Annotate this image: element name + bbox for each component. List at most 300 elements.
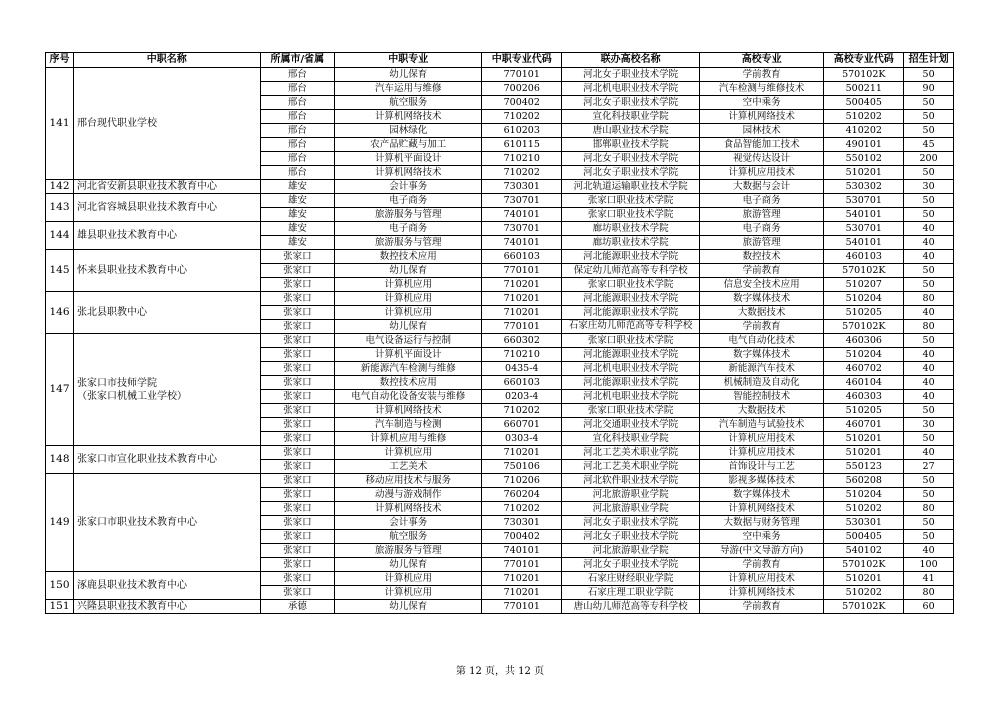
cell-college-major: 导游(中文导游方向) bbox=[700, 544, 824, 558]
cell-college-major: 汽车制造与试验技术 bbox=[700, 418, 824, 432]
cell-city: 邢台 bbox=[260, 68, 335, 82]
col-header-college-code: 高校专业代码 bbox=[824, 53, 904, 68]
cell-major: 航空服务 bbox=[335, 96, 482, 110]
cell-major-code: 710201 bbox=[482, 306, 562, 320]
cell-college-code: 460702 bbox=[824, 362, 904, 376]
cell-college-major: 新能源汽车技术 bbox=[700, 362, 824, 376]
cell-major-code: 0203-4 bbox=[482, 390, 562, 404]
cell-college-major: 首饰设计与工艺 bbox=[700, 460, 824, 474]
cell-major-code: 740101 bbox=[482, 544, 562, 558]
cell-college-code: 540102 bbox=[824, 544, 904, 558]
cell-college: 河北女子职业技术学院 bbox=[562, 166, 700, 180]
cell-college-major: 园林技术 bbox=[700, 124, 824, 138]
cell-plan: 30 bbox=[904, 180, 954, 194]
cell-major: 数控技术应用 bbox=[335, 250, 482, 264]
cell-major-code: 710202 bbox=[482, 166, 562, 180]
cell-index: 149 bbox=[46, 474, 74, 572]
cell-major: 计算机应用 bbox=[335, 572, 482, 586]
cell-major: 计算机应用 bbox=[335, 292, 482, 306]
cell-plan: 50 bbox=[904, 124, 954, 138]
cell-college-code: 560208 bbox=[824, 474, 904, 488]
cell-college-code: 510205 bbox=[824, 306, 904, 320]
cell-college-major: 电子商务 bbox=[700, 222, 824, 236]
cell-school-name bbox=[73, 180, 260, 194]
cell-college-code: 490101 bbox=[824, 138, 904, 152]
table-header-row bbox=[46, 53, 954, 68]
cell-plan: 80 bbox=[904, 292, 954, 306]
cell-index: 151 bbox=[46, 600, 74, 614]
col-header-major-code: 中职专业代码 bbox=[482, 53, 562, 68]
cell-city: 邢台 bbox=[260, 124, 335, 138]
cell-school-name bbox=[73, 572, 260, 600]
cell-college-major: 食品智能加工技术 bbox=[700, 138, 824, 152]
cell-college-code: 460303 bbox=[824, 390, 904, 404]
table-row bbox=[46, 572, 954, 586]
cell-college-major: 大数据与会计 bbox=[700, 180, 824, 194]
cell-college: 张家口职业技术学院 bbox=[562, 334, 700, 348]
cell-city: 雄安 bbox=[260, 180, 335, 194]
cell-college: 河北女子职业技术学院 bbox=[562, 530, 700, 544]
cell-major-code: 770101 bbox=[482, 320, 562, 334]
cell-major-code: 750106 bbox=[482, 460, 562, 474]
table-row bbox=[46, 474, 954, 488]
cell-school-name bbox=[73, 292, 260, 334]
school-name-line: 雄县职业技术教育中心 bbox=[76, 230, 177, 241]
cell-major-code: 760204 bbox=[482, 488, 562, 502]
cell-city: 张家口 bbox=[260, 278, 335, 292]
cell-plan: 40 bbox=[904, 390, 954, 404]
col-header-city: 所属市/省属 bbox=[260, 53, 335, 68]
cell-city: 张家口 bbox=[260, 376, 335, 390]
cell-college: 河北女子职业技术学院 bbox=[562, 558, 700, 572]
cell-major: 旅游服务与管理 bbox=[335, 208, 482, 222]
cell-college: 张家口职业技术学院 bbox=[562, 208, 700, 222]
cell-college: 河北能源职业技术学院 bbox=[562, 306, 700, 320]
cell-plan: 80 bbox=[904, 320, 954, 334]
col-header-plan: 招生计划 bbox=[904, 53, 954, 68]
school-name-line: 张家口市职业技术教育中心 bbox=[76, 517, 197, 528]
cell-college: 河北旅游职业学院 bbox=[562, 488, 700, 502]
school-name-line: 河北省安新县职业技术教育中心 bbox=[76, 181, 217, 192]
cell-college-major: 大数据技术 bbox=[700, 306, 824, 320]
cell-major-code: 730701 bbox=[482, 222, 562, 236]
cell-major: 数控技术应用 bbox=[335, 376, 482, 390]
cell-major-code: 710201 bbox=[482, 572, 562, 586]
cell-college-major: 大数据与财务管理 bbox=[700, 516, 824, 530]
school-name-line: 邢台现代职业学校 bbox=[76, 118, 157, 129]
school-name-line: 河北省容城县职业技术教育中心 bbox=[76, 202, 217, 213]
cell-major: 移动应用技术与服务 bbox=[335, 474, 482, 488]
table-row bbox=[46, 600, 954, 614]
cell-college-major: 数字媒体技术 bbox=[700, 292, 824, 306]
cell-major: 计算机应用 bbox=[335, 586, 482, 600]
cell-major-code: 710202 bbox=[482, 110, 562, 124]
cell-index: 142 bbox=[46, 180, 74, 194]
cell-city: 邢台 bbox=[260, 152, 335, 166]
cell-college: 河北工艺美术职业学院 bbox=[562, 446, 700, 460]
cell-plan: 40 bbox=[904, 544, 954, 558]
cell-school-name bbox=[73, 222, 260, 250]
cell-major: 幼儿保育 bbox=[335, 320, 482, 334]
cell-major: 会计事务 bbox=[335, 516, 482, 530]
cell-college-major: 数控技术 bbox=[700, 250, 824, 264]
cell-city: 张家口 bbox=[260, 586, 335, 600]
cell-major-code: 730301 bbox=[482, 516, 562, 530]
cell-major-code: 660103 bbox=[482, 250, 562, 264]
cell-city: 张家口 bbox=[260, 446, 335, 460]
cell-college: 河北能源职业技术学院 bbox=[562, 250, 700, 264]
cell-college: 河北旅游职业学院 bbox=[562, 502, 700, 516]
cell-college-major: 汽车检测与维修技术 bbox=[700, 82, 824, 96]
cell-index: 148 bbox=[46, 446, 74, 474]
cell-college-major: 数字媒体技术 bbox=[700, 348, 824, 362]
cell-college-major: 空中乘务 bbox=[700, 96, 824, 110]
cell-city: 张家口 bbox=[260, 334, 335, 348]
cell-college-code: 530701 bbox=[824, 194, 904, 208]
cell-major: 幼儿保育 bbox=[335, 68, 482, 82]
cell-college-code: 540101 bbox=[824, 236, 904, 250]
cell-college: 张家口职业技术学院 bbox=[562, 404, 700, 418]
cell-major: 幼儿保育 bbox=[335, 600, 482, 614]
cell-college-code: 410202 bbox=[824, 124, 904, 138]
cell-index: 145 bbox=[46, 250, 74, 292]
col-header-school: 中职名称 bbox=[73, 53, 260, 68]
cell-college-code: 460103 bbox=[824, 250, 904, 264]
cell-major-code: 710210 bbox=[482, 348, 562, 362]
cell-college-code: 530302 bbox=[824, 180, 904, 194]
cell-city: 张家口 bbox=[260, 432, 335, 446]
cell-college: 河北女子职业技术学院 bbox=[562, 96, 700, 110]
cell-major-code: 660302 bbox=[482, 334, 562, 348]
cell-college: 河北轨道运输职业技术学院 bbox=[562, 180, 700, 194]
cell-plan: 50 bbox=[904, 96, 954, 110]
cell-index: 144 bbox=[46, 222, 74, 250]
cell-city: 邢台 bbox=[260, 82, 335, 96]
cell-major: 航空服务 bbox=[335, 530, 482, 544]
cell-college-code: 530301 bbox=[824, 516, 904, 530]
cell-college: 河北机电职业技术学院 bbox=[562, 82, 700, 96]
cell-school-name bbox=[73, 600, 260, 614]
col-header-index: 序号 bbox=[46, 53, 74, 68]
cell-city: 张家口 bbox=[260, 474, 335, 488]
cell-college: 保定幼儿师范高等专科学校 bbox=[562, 264, 700, 278]
cell-city: 雄安 bbox=[260, 208, 335, 222]
cell-college: 河北女子职业技术学院 bbox=[562, 152, 700, 166]
cell-college-code: 570102K bbox=[824, 320, 904, 334]
cell-plan: 40 bbox=[904, 222, 954, 236]
cell-major: 动漫与游戏制作 bbox=[335, 488, 482, 502]
cell-college-code: 550102 bbox=[824, 152, 904, 166]
cell-plan: 30 bbox=[904, 418, 954, 432]
school-name-line: 张家口市宣化职业技术教育中心 bbox=[76, 454, 217, 465]
cell-school-name bbox=[73, 194, 260, 222]
cell-city: 张家口 bbox=[260, 292, 335, 306]
cell-major: 计算机应用 bbox=[335, 278, 482, 292]
cell-major: 汽车制造与检测 bbox=[335, 418, 482, 432]
cell-college-major: 学前教育 bbox=[700, 320, 824, 334]
table-body bbox=[46, 68, 954, 614]
cell-plan: 50 bbox=[904, 488, 954, 502]
cell-major: 计算机应用 bbox=[335, 306, 482, 320]
cell-city: 张家口 bbox=[260, 320, 335, 334]
cell-plan: 100 bbox=[904, 558, 954, 572]
cell-college-major: 空中乘务 bbox=[700, 530, 824, 544]
cell-major-code: 730301 bbox=[482, 180, 562, 194]
cell-city: 承德 bbox=[260, 600, 335, 614]
cell-college-code: 510202 bbox=[824, 502, 904, 516]
cell-college-major: 计算机应用技术 bbox=[700, 432, 824, 446]
cell-college: 唐山幼儿师范高等专科学校 bbox=[562, 600, 700, 614]
cell-college-code: 500211 bbox=[824, 82, 904, 96]
school-name-line: （张家口机械工业学校） bbox=[76, 390, 187, 402]
cell-major: 农产品贮藏与加工 bbox=[335, 138, 482, 152]
cell-college: 河北工艺美术职业学院 bbox=[562, 460, 700, 474]
cell-college: 宣化科技职业学院 bbox=[562, 110, 700, 124]
cell-plan: 50 bbox=[904, 516, 954, 530]
table-row bbox=[46, 68, 954, 82]
cell-plan: 60 bbox=[904, 600, 954, 614]
cell-city: 张家口 bbox=[260, 306, 335, 320]
cell-plan: 50 bbox=[904, 264, 954, 278]
cell-major-code: 700402 bbox=[482, 530, 562, 544]
cell-college-code: 510201 bbox=[824, 446, 904, 460]
cell-college: 廊坊职业技术学院 bbox=[562, 236, 700, 250]
cell-major-code: 770101 bbox=[482, 600, 562, 614]
cell-index: 143 bbox=[46, 194, 74, 222]
cell-city: 张家口 bbox=[260, 516, 335, 530]
cell-college-major: 电气自动化技术 bbox=[700, 334, 824, 348]
cell-college-code: 510202 bbox=[824, 586, 904, 600]
cell-major-code: 610203 bbox=[482, 124, 562, 138]
cell-major: 计算机应用与维修 bbox=[335, 432, 482, 446]
cell-college-major: 计算机应用技术 bbox=[700, 446, 824, 460]
col-header-college: 联办高校名称 bbox=[562, 53, 700, 68]
cell-major-code: 710201 bbox=[482, 292, 562, 306]
cell-major-code: 710210 bbox=[482, 152, 562, 166]
school-name-line: 怀来县职业技术教育中心 bbox=[76, 265, 187, 276]
cell-college-code: 570102K bbox=[824, 264, 904, 278]
cell-college: 石家庄幼儿师范高等专科学校 bbox=[562, 320, 700, 334]
cell-college-major: 数字媒体技术 bbox=[700, 488, 824, 502]
cell-major-code: 770101 bbox=[482, 264, 562, 278]
cell-major: 新能源汽车检测与维修 bbox=[335, 362, 482, 376]
cell-college-code: 500405 bbox=[824, 530, 904, 544]
cell-college-code: 510201 bbox=[824, 432, 904, 446]
cell-college: 河北女子职业技术学院 bbox=[562, 516, 700, 530]
cell-major: 计算机应用 bbox=[335, 446, 482, 460]
cell-major: 会计事务 bbox=[335, 180, 482, 194]
cell-college-code: 460701 bbox=[824, 418, 904, 432]
cell-plan: 50 bbox=[904, 278, 954, 292]
cell-plan: 50 bbox=[904, 208, 954, 222]
cell-major: 工艺美术 bbox=[335, 460, 482, 474]
cell-school-name bbox=[73, 68, 260, 180]
cell-city: 张家口 bbox=[260, 390, 335, 404]
cell-college-major: 学前教育 bbox=[700, 600, 824, 614]
table-row bbox=[46, 446, 954, 460]
cell-city: 张家口 bbox=[260, 250, 335, 264]
cell-plan: 40 bbox=[904, 306, 954, 320]
cell-plan: 50 bbox=[904, 474, 954, 488]
cell-major: 旅游服务与管理 bbox=[335, 236, 482, 250]
cell-city: 邢台 bbox=[260, 96, 335, 110]
cell-plan: 40 bbox=[904, 236, 954, 250]
cell-college-code: 510202 bbox=[824, 110, 904, 124]
cell-major: 电气设备运行与控制 bbox=[335, 334, 482, 348]
cell-plan: 200 bbox=[904, 152, 954, 166]
cell-college-major: 计算机应用技术 bbox=[700, 572, 824, 586]
col-header-college-major: 高校专业 bbox=[700, 53, 824, 68]
cell-college-code: 510207 bbox=[824, 278, 904, 292]
cell-city: 张家口 bbox=[260, 264, 335, 278]
cell-college-major: 信息安全技术应用 bbox=[700, 278, 824, 292]
cell-plan: 80 bbox=[904, 586, 954, 600]
cell-city: 张家口 bbox=[260, 488, 335, 502]
cell-major-code: 710201 bbox=[482, 446, 562, 460]
cell-major-code: 770101 bbox=[482, 68, 562, 82]
cell-city: 邢台 bbox=[260, 166, 335, 180]
cell-college: 石家庄财经职业学院 bbox=[562, 572, 700, 586]
cell-major-code: 710201 bbox=[482, 586, 562, 600]
cell-college-major: 学前教育 bbox=[700, 558, 824, 572]
cell-major: 计算机平面设计 bbox=[335, 348, 482, 362]
cell-plan: 40 bbox=[904, 250, 954, 264]
cell-plan: 41 bbox=[904, 572, 954, 586]
cell-plan: 90 bbox=[904, 82, 954, 96]
cell-plan: 40 bbox=[904, 446, 954, 460]
cell-college: 河北软件职业技术学院 bbox=[562, 474, 700, 488]
cell-plan: 27 bbox=[904, 460, 954, 474]
cell-college-major: 机械制造及自动化 bbox=[700, 376, 824, 390]
cell-college: 廊坊职业技术学院 bbox=[562, 222, 700, 236]
cell-city: 张家口 bbox=[260, 460, 335, 474]
cell-school-name bbox=[73, 250, 260, 292]
cell-major: 幼儿保育 bbox=[335, 558, 482, 572]
cell-city: 张家口 bbox=[260, 502, 335, 516]
cell-city: 张家口 bbox=[260, 544, 335, 558]
school-name-line: 张北县职教中心 bbox=[76, 307, 147, 318]
cell-college-code: 510201 bbox=[824, 166, 904, 180]
cell-major-code: 740101 bbox=[482, 208, 562, 222]
cell-college-major: 学前教育 bbox=[700, 264, 824, 278]
cell-city: 张家口 bbox=[260, 362, 335, 376]
cell-plan: 50 bbox=[904, 530, 954, 544]
cell-college-code: 530701 bbox=[824, 222, 904, 236]
cell-college-code: 570102K bbox=[824, 600, 904, 614]
cell-college: 河北机电职业技术学院 bbox=[562, 390, 700, 404]
cell-major: 电子商务 bbox=[335, 194, 482, 208]
cell-city: 雄安 bbox=[260, 194, 335, 208]
cell-major-code: 740101 bbox=[482, 236, 562, 250]
cell-index: 150 bbox=[46, 572, 74, 600]
cell-major-code: 0303-4 bbox=[482, 432, 562, 446]
cell-school-name bbox=[73, 474, 260, 572]
cell-college: 河北能源职业技术学院 bbox=[562, 376, 700, 390]
cell-city: 张家口 bbox=[260, 558, 335, 572]
cell-index: 147 bbox=[46, 334, 74, 446]
cell-major: 计算机平面设计 bbox=[335, 152, 482, 166]
cell-college: 石家庄理工职业学院 bbox=[562, 586, 700, 600]
cell-college: 河北女子职业技术学院 bbox=[562, 68, 700, 82]
cell-major-code: 710206 bbox=[482, 474, 562, 488]
cell-major-code: 730701 bbox=[482, 194, 562, 208]
cell-major: 计算机网络技术 bbox=[335, 166, 482, 180]
cell-plan: 50 bbox=[904, 334, 954, 348]
school-name-line: 张家口市技师学院 bbox=[76, 377, 157, 389]
cell-major-code: 710202 bbox=[482, 502, 562, 516]
cell-college-code: 510204 bbox=[824, 292, 904, 306]
cell-major-code: 710202 bbox=[482, 404, 562, 418]
school-name-line: 涿鹿县职业技术教育中心 bbox=[76, 580, 187, 591]
cell-major-code: 0435-4 bbox=[482, 362, 562, 376]
cell-college-code: 510204 bbox=[824, 348, 904, 362]
cell-college: 河北机电职业技术学院 bbox=[562, 362, 700, 376]
cell-major: 电气自动化设备安装与维修 bbox=[335, 390, 482, 404]
cell-major: 计算机网络技术 bbox=[335, 110, 482, 124]
cell-major-code: 610115 bbox=[482, 138, 562, 152]
cell-college-major: 计算机网络技术 bbox=[700, 502, 824, 516]
table-row bbox=[46, 180, 954, 194]
cell-college-code: 460104 bbox=[824, 376, 904, 390]
cell-city: 邢台 bbox=[260, 138, 335, 152]
cell-college-major: 电子商务 bbox=[700, 194, 824, 208]
table-row bbox=[46, 222, 954, 236]
cell-major-code: 700206 bbox=[482, 82, 562, 96]
cell-major-code: 710201 bbox=[482, 278, 562, 292]
cell-college-major: 旅游管理 bbox=[700, 208, 824, 222]
cell-college-code: 550123 bbox=[824, 460, 904, 474]
cell-city: 雄安 bbox=[260, 236, 335, 250]
cell-school-name bbox=[73, 334, 260, 446]
cell-college: 河北能源职业技术学院 bbox=[562, 292, 700, 306]
cell-major: 旅游服务与管理 bbox=[335, 544, 482, 558]
cell-city: 张家口 bbox=[260, 404, 335, 418]
table-row bbox=[46, 334, 954, 348]
cell-major-code: 700402 bbox=[482, 96, 562, 110]
cell-college-major: 智能控制技术 bbox=[700, 390, 824, 404]
cell-college: 河北交通职业技术学院 bbox=[562, 418, 700, 432]
cell-college-code: 540101 bbox=[824, 208, 904, 222]
cell-college-code: 570102K bbox=[824, 558, 904, 572]
enrollment-table bbox=[45, 52, 954, 614]
page-footer: 第 12 页，共 12 页 bbox=[455, 666, 545, 677]
cell-college-major: 大数据技术 bbox=[700, 404, 824, 418]
cell-index: 141 bbox=[46, 68, 74, 180]
cell-major-code: 770101 bbox=[482, 558, 562, 572]
cell-city: 张家口 bbox=[260, 418, 335, 432]
cell-college-major: 视觉传达设计 bbox=[700, 152, 824, 166]
cell-college-code: 460306 bbox=[824, 334, 904, 348]
table-row bbox=[46, 194, 954, 208]
cell-major: 电子商务 bbox=[335, 222, 482, 236]
school-name-line: 兴隆县职业技术教育中心 bbox=[76, 601, 187, 612]
cell-plan: 50 bbox=[904, 110, 954, 124]
cell-major-code: 660103 bbox=[482, 376, 562, 390]
cell-city: 邢台 bbox=[260, 110, 335, 124]
cell-city: 张家口 bbox=[260, 348, 335, 362]
cell-college: 张家口职业技术学院 bbox=[562, 194, 700, 208]
cell-major: 幼儿保育 bbox=[335, 264, 482, 278]
table-row bbox=[46, 250, 954, 264]
cell-plan: 80 bbox=[904, 502, 954, 516]
cell-plan: 40 bbox=[904, 348, 954, 362]
cell-plan: 45 bbox=[904, 138, 954, 152]
cell-plan: 50 bbox=[904, 194, 954, 208]
cell-college-code: 570102K bbox=[824, 68, 904, 82]
cell-college-code: 510201 bbox=[824, 572, 904, 586]
cell-city: 雄安 bbox=[260, 222, 335, 236]
cell-college: 宣化科技职业学院 bbox=[562, 432, 700, 446]
